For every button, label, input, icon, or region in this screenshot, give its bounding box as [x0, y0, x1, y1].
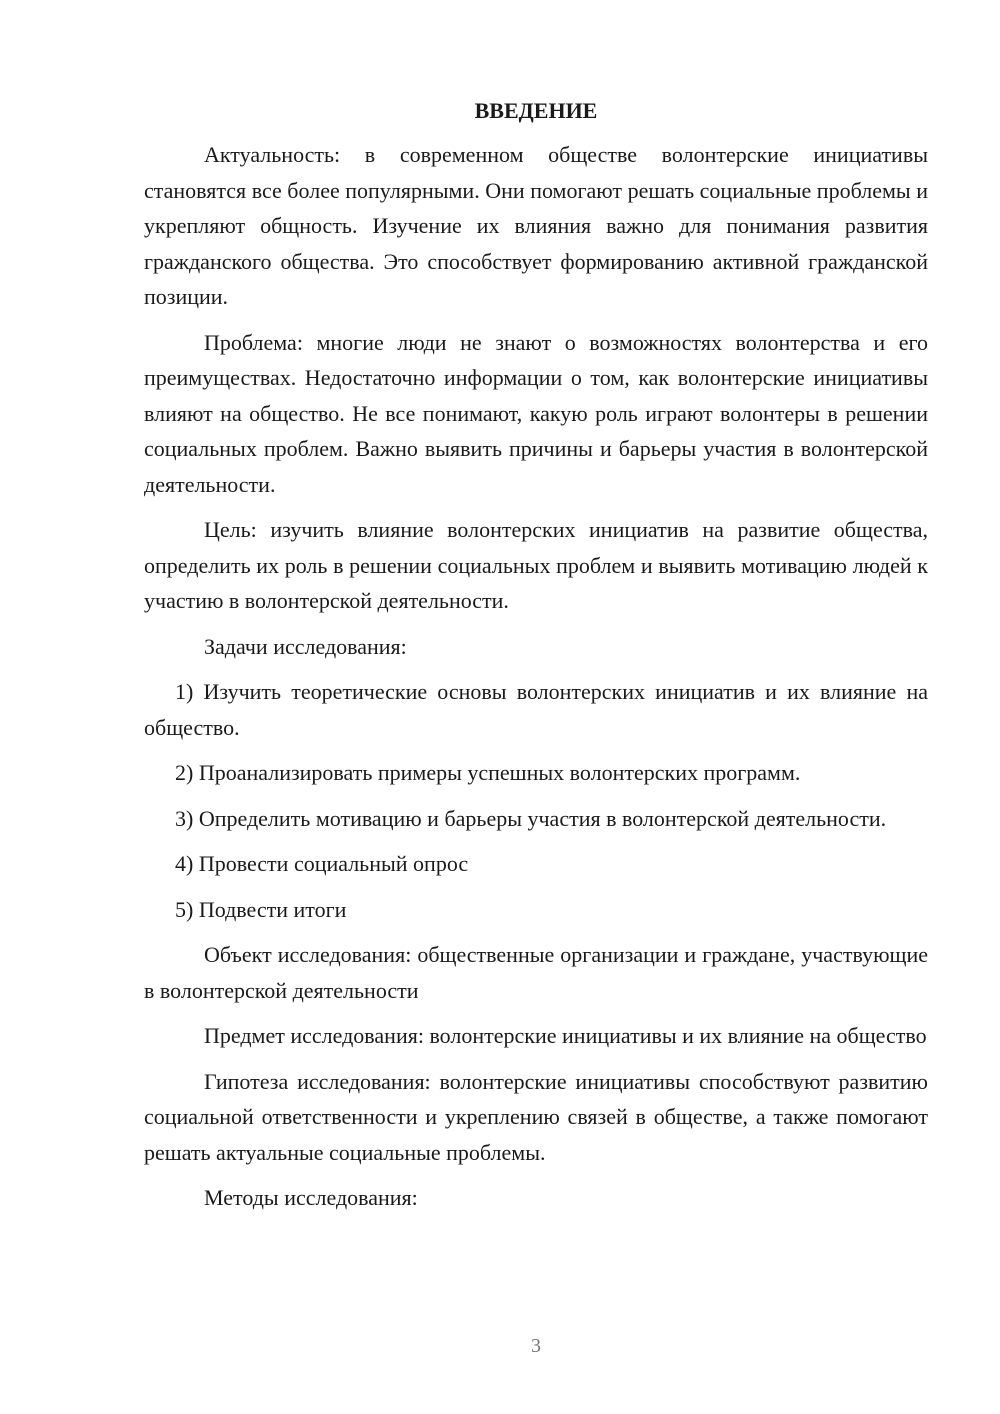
goal-paragraph: Цель: изучить влияние волонтерских инициатив на развитие общества, определить их роль в решении социальных проблем и выявить мотивацию людей к участию в волонтерской деятельности.: [144, 517, 928, 613]
task-item-1: 1) Изучить теоретические основы волонтерских инициатив и их влияние на общество.: [144, 679, 928, 740]
section-title: ВВЕДЕНИЕ: [474, 98, 598, 123]
page-content: [144, 97, 928, 1226]
methods-heading: Методы исследования:: [204, 1185, 418, 1210]
task-item-5: 5) Подвести итоги: [175, 896, 347, 922]
hypothesis-paragraph: Гипотеза исследования: волонтерские инициативы способствуют развитию социальной ответственности и укреплению связей в обществе, а также помогают решать актуальные социальные проблемы.: [144, 1068, 928, 1165]
task-item-2: 2) Проанализировать примеры успешных волонтерских программ.: [175, 760, 801, 785]
problem-paragraph: Проблема: многие люди не знают о возможностях волонтерства и его преимуществах. Недостаточно информации о том, как волонтерские инициативы влияют на общество. Не все понимают, какую роль играют волонтеры в решении социальных проблем. Важно выявить причины и барьеры участия в волонтерской деятельности.: [144, 329, 928, 497]
tasks-heading: Задачи исследования:: [204, 633, 407, 659]
actuality-paragraph: Актуальность: в современном обществе волонтерские инициативы становятся все более популярными. Они помогают решать социальные проблемы и укрепляют общность. Изучение их влияния важно для понимания развития гражданского общества. Это способствует формированию активной гражданской позиции.: [144, 142, 928, 309]
object-paragraph: Объект исследования: общественные организации и граждане, участвующие в волонтерской деятельности: [144, 942, 928, 1003]
page-number: 3: [531, 1335, 541, 1357]
task-item-4: 4) Провести социальный опрос: [175, 851, 469, 876]
task-item-3: 3) Определить мотивацию и барьеры участия в волонтерской деятельности.: [175, 805, 887, 831]
subject-paragraph: Предмет исследования: волонтерские инициативы и их влияние на общество: [204, 1023, 927, 1048]
